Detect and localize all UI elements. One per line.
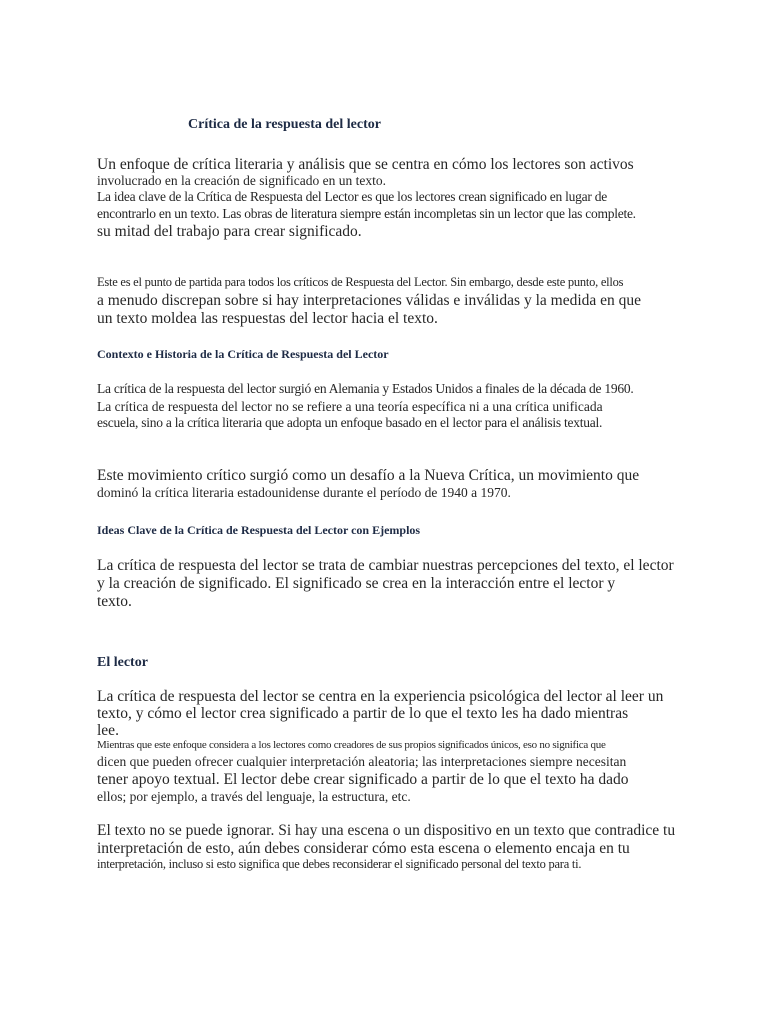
intro-line-1: Un enfoque de crítica literaria y análisis que se centra en cómo los lectores son activos	[97, 156, 634, 173]
reader-line-2: texto, y cómo el lector crea significado a partir de lo que el texto les ha dado mientras	[97, 705, 629, 722]
context-heading: Contexto e Historia de la Crítica de Respuesta del Lector	[97, 347, 389, 361]
reader-line-6: tener apoyo textual. El lector debe crear significado a partir de lo que el texto ha dado	[97, 771, 629, 788]
starting-point-line-3: un texto moldea las respuestas del lector hacia el texto.	[97, 310, 438, 327]
context-line-3: escuela, sino a la crítica literaria que adopta un enfoque basado en el lector para el análisis textual.	[97, 415, 603, 430]
reader-line-5: dicen que pueden ofrecer cualquier interpretación aleatoria; las interpretaciones siempre necesitan	[97, 754, 627, 769]
starting-point-line-1: Este es el punto de partida para todos los críticos de Respuesta del Lector. Sin embargo, desde este punto, ellos	[97, 275, 624, 289]
text-cannot-line-3: interpretación, incluso si esto significa que debes reconsiderar el significado personal del texto para ti.	[97, 857, 582, 871]
ideas-line-1: La crítica de respuesta del lector se trata de cambiar nuestras percepciones del texto, el lector	[97, 557, 674, 574]
intro-line-3: La idea clave de la Crítica de Respuesta del Lector es que los lectores crean significado en lugar de	[97, 189, 608, 204]
reader-line-4: Mientras que este enfoque considera a los lectores como creadores de sus propios significados únicos, eso no significa que	[97, 739, 606, 751]
starting-point-line-2: a menudo discrepan sobre si hay interpretaciones válidas e inválidas y la medida en que	[97, 292, 642, 309]
ideas-line-3: texto.	[97, 593, 132, 610]
ideas-heading: Ideas Clave de la Crítica de Respuesta del Lector con Ejemplos	[97, 523, 421, 537]
reader-line-7: ellos; por ejemplo, a través del lenguaje, la estructura, etc.	[97, 789, 411, 804]
text-cannot-line-1: El texto no se puede ignorar. Si hay una escena o un dispositivo en un texto que contradice tu	[97, 822, 676, 839]
reader-heading: El lector	[97, 655, 148, 670]
ideas-line-2: y la creación de significado. El significado se crea en la interacción entre el lector y	[97, 575, 616, 592]
intro-line-5: su mitad del trabajo para crear significado.	[97, 223, 362, 240]
reader-line-1: La crítica de respuesta del lector se centra en la experiencia psicológica del lector al leer un	[97, 688, 664, 705]
context-line-1: La crítica de la respuesta del lector surgió en Alemania y Estados Unidos a finales de la década de 1960.	[97, 381, 634, 396]
text-cannot-line-2: interpretación de esto, aún debes considerar cómo esta escena o elemento encaja en tu	[97, 840, 630, 857]
intro-line-4: encontrarlo en un texto. Las obras de literatura siempre están incompletas sin un lector que las complete.	[97, 206, 636, 221]
movement-line-2: dominó la crítica literaria estadounidense durante el período de 1940 a 1970.	[97, 485, 511, 500]
page-title: Crítica de la respuesta del lector	[188, 117, 381, 132]
intro-line-2: involucrado en la creación de significado en un texto.	[97, 173, 387, 188]
movement-line-1: Este movimiento crítico surgió como un desafío a la Nueva Crítica, un movimiento que	[97, 467, 640, 484]
reader-line-3: lee.	[97, 722, 119, 739]
context-line-2: La crítica de respuesta del lector no se refiere a una teoría específica ni a una crítica unificada	[97, 399, 603, 414]
